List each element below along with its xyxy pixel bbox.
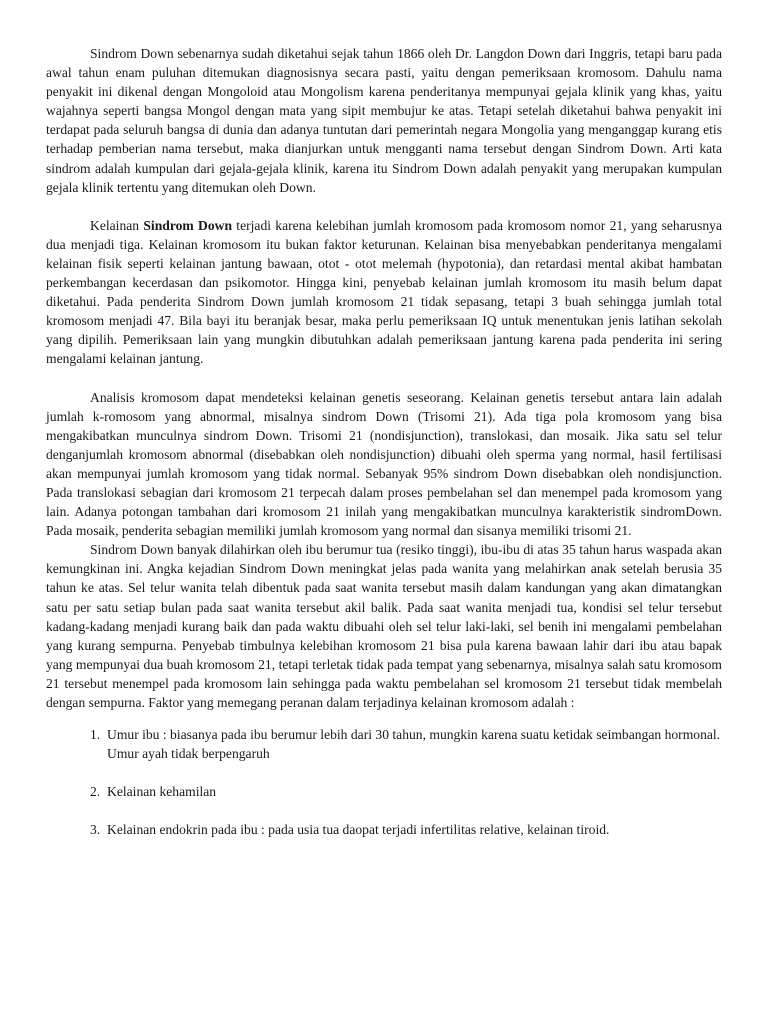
document-page xyxy=(46,44,722,858)
list-item-number: 1. xyxy=(90,727,101,743)
paragraph-cause xyxy=(46,216,722,369)
list-item-number: 2. xyxy=(90,784,101,800)
paragraph-history: Sindrom Down sebenarnya sudah diketahui sejak tahun 1866 oleh Dr. Langdon Down dari Inggris, tetapi baru pada awal tahun enam puluhan ditemukan diagnosisnya secara pasti, yaitu dengan pemeriksaan kromosom. Dahulu nama penyakit ini dikenal dengan Mongoloid atau Mongolism karena penderitanya mempunyai gejala klinik yang khas, yaitu wajahnya seperti bangsa Mongol dengan mata yang sipit membujur ke atas. Tetapi setelah diketahui bahwa penyakit ini terdapat pada seluruh bangsa di dunia dan adanya tuntutan dari pemerintah negara Mongolia yang menganggap kurang etis terhadap pemberian nama tersebut, maka dianjurkan untuk mengganti nama tersebut dengan Sindrom Down. Arti kata sindrom adalah kumpulan dari gejala-gejala klinik, karena itu Sindrom Down adalah penyakit yang merupakan kumpulan gejala klinik tertentu yang ditemukan oleh Down. xyxy=(46,46,722,195)
paragraph-cause-bold-term: Sindrom Down xyxy=(143,217,233,233)
factor-list xyxy=(46,725,722,839)
list-item-number: 3. xyxy=(90,822,101,838)
paragraph-cause-start: Kelainan xyxy=(90,217,144,233)
paragraph-maternal-age: Sindrom Down banyak dilahirkan oleh ibu berumur tua (resiko tinggi), ibu-ibu di atas 35 tahun harus waspada akan kemungkinan ini. Angka kejadian Sindrom Down meningkat jelas pada wanita yang melahirkan anak setelah berusia 35 tahun ke atas. Sel telur wanita telah dibentuk pada saat wanita tersebut masih dalam kandungan yang akan dimatangkan satu per satu setiap bulan pada saat wanita tersebut akil balik. Pada saat wanita menjadi tua, kondisi sel telur tersebut kadang-kadang menjadi kurang baik dan pada waktu dibuahi oleh sel telur laki-laki, sel benih ini mengalami pembelahan yang kurang sempurna. Penyebab timbulnya kelebihan kromosom 21 bisa pula karena bawaan lahir dari ibu atau bapak yang mempunyai dua buah kromosom 21, tetapi terletak tidak pada tempat yang sebenarnya, misalnya salah satu kromosom 21 tersebut menempel pada kromosom lain sehingga pada waktu pembelahan sel kromosom 21 tersebut tidak membelah dengan sempurna. Faktor yang memegang peranan dalam terjadinya kelainan kromosom adalah : xyxy=(46,542,722,710)
list-item-text: Kelainan endokrin pada ibu : pada usia tua daopat terjadi infertilitas relative, kelainan tiroid. xyxy=(107,822,610,838)
paragraph-chromosome-analysis: Analisis kromosom dapat mendeteksi kelainan genetis seseorang. Kelainan genetis tersebut antara lain adalah jumlah k-romosom yang abnormal, misalnya sindrom Down (Trisomi 21). Ada tiga pola kromosom yang bisa mengakibatkan munculnya sindrom Down. Trisomi 21 (nondisjunction), translokasi, dan mosaik. Jika satu sel telur denganjumlah kromosom abnormal (disebabkan oleh nondisjunction) dibuahi oleh sperma yang normal, hasil fertilisasi akan mempunyai jumlah kromosom yang tidak normal. Sebanyak 95% sindrom Down disebabkan oleh nondisjunction. Pada translokasi sebagian dari kromosom 21 terpecah dalam proses pembelahan sel dan menempel pada kromosom yang lain. Adanya potongan tambahan dari kromosom 21 inilah yang mengakibatkan munculnya karakteristik sindromDown. Pada mosaik, penderita sebagian memiliki jumlah kromosom yang normal dan sisanya memiliki trisomi 21. xyxy=(46,389,722,539)
list-item-text: Kelainan kehamilan xyxy=(107,784,217,800)
list-item xyxy=(46,725,722,763)
list-item xyxy=(46,820,722,839)
list-item-text: Umur ibu : biasanya pada ibu berumur lebih dari 30 tahun, mungkin karena suatu ketidak seimbangan hormonal. Umur ayah tidak berpengaruh xyxy=(107,727,721,762)
list-item xyxy=(46,782,722,801)
paragraph-cause-rest: terjadi karena kelebihan jumlah kromosom pada kromosom nomor 21, yang seharusnya dua menjadi tiga. Kelainan kromosom itu bukan faktor keturunan. Kelainan bisa menyebabkan penderitanya mengalami kelainan fisik seperti kelainan jantung bawaan, otot - otot melemah (hypotonia), dan retardasi mental akibat hambatan perkembangan kecerdasan dan psikomotor. Hingga kini, penyebab kelainan jumlah kromosom itu masih belum dapat diketahui. Pada penderita Sindrom Down jumlah kromosom 21 tidak sepasang, tetapi 3 buah sehingga jumlah total kromosom menjadi 47. Bila bayi itu beranjak besar, maka perlu pemeriksaan IQ untuk menentukan jenis latihan sekolah yang dipilih. Pemeriksaan lain yang mungkin dibutuhkan adalah pemeriksaan jantung karena pada penderita ini sering mengalami kelainan jantung. xyxy=(46,217,722,367)
